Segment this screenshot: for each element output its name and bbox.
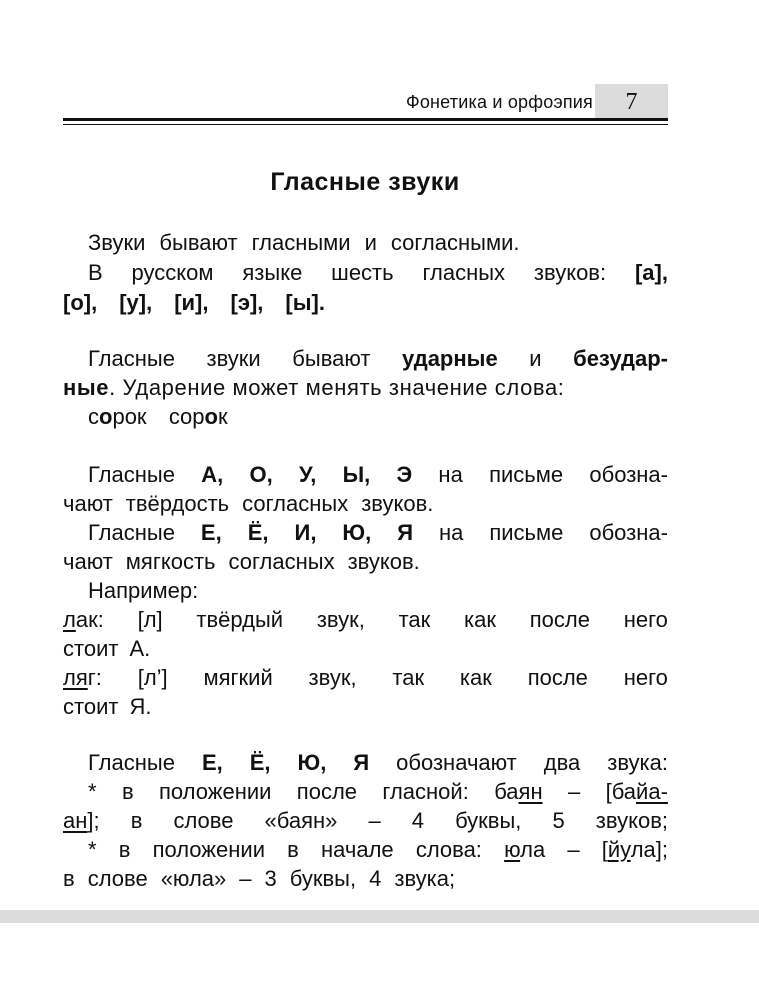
p1-line-2: [63, 258, 668, 287]
p3-line-1: [63, 460, 668, 489]
word: твёрдый: [196, 607, 284, 632]
word: буквы,: [455, 808, 522, 833]
example-bayan: [494, 777, 542, 806]
dash: –: [567, 837, 580, 862]
example-lyag: [63, 663, 668, 692]
bullet-star: *: [88, 779, 97, 804]
word: Звуки: [88, 230, 146, 255]
word: в: [287, 837, 299, 862]
letters: с: [88, 404, 99, 429]
letter: Е,: [200, 520, 222, 545]
word: звуков;: [595, 808, 668, 833]
transcription-bayan: [606, 777, 668, 806]
word: Гласные: [88, 750, 175, 775]
word: звука:: [607, 750, 668, 775]
word: на: [438, 462, 463, 487]
word: в: [121, 779, 134, 804]
word: после: [527, 665, 588, 690]
word: Гласные: [88, 462, 175, 487]
letters: ла];: [630, 837, 668, 862]
word: после: [296, 779, 358, 804]
underlined-letters: ан: [63, 808, 88, 833]
header-rule-thin: [63, 124, 668, 125]
word: звуков:: [533, 260, 607, 285]
underlined-letters: ля: [63, 665, 88, 690]
stressed-vowel: о: [204, 404, 218, 429]
sound-u: [у],: [119, 290, 153, 315]
word: стоит: [63, 636, 119, 661]
letters: ла: [520, 837, 546, 862]
letters: г:: [87, 665, 102, 690]
word: обозначают: [396, 750, 517, 775]
letters: [ба: [605, 779, 637, 804]
sound-y: [ы].: [285, 290, 325, 315]
letter: Э: [396, 462, 413, 487]
word: мягкость: [125, 549, 216, 574]
letters: ак:: [75, 607, 104, 632]
underlined-letters: йу: [607, 837, 631, 862]
transcription: [л’]: [137, 665, 168, 690]
word: начале: [320, 837, 394, 862]
letter: Ё,: [247, 520, 269, 545]
word: звуков.: [347, 549, 420, 574]
word: бывают: [292, 346, 371, 371]
stress-examples: [63, 402, 668, 431]
word: языке: [242, 260, 303, 285]
word: русском: [131, 260, 214, 285]
page-bottom-bar: [0, 910, 759, 923]
word: звуков.: [361, 491, 434, 516]
p3-line-9: [63, 692, 668, 721]
word: него: [623, 607, 668, 632]
word: буквы,: [289, 866, 357, 891]
letter: И,: [294, 520, 317, 545]
header-rule-thick: [63, 118, 668, 121]
word: звуки: [206, 346, 261, 371]
word: шесть: [331, 260, 394, 285]
underlined-letters: йа-: [636, 779, 668, 804]
word: гласных: [422, 260, 506, 285]
word: слове: [87, 866, 148, 891]
word: обозна-: [589, 520, 668, 545]
word: как: [459, 665, 492, 690]
page-number: 7: [595, 84, 668, 120]
underlined-letter: л: [63, 607, 76, 632]
sound-o: [о],: [63, 290, 98, 315]
word: согласными.: [390, 230, 520, 255]
letter: О,: [249, 462, 273, 487]
sound-i: [и],: [174, 290, 209, 315]
letters: [: [601, 837, 608, 862]
word-lyag: [63, 663, 102, 692]
term-unstressed-end: ные: [63, 375, 110, 400]
transcription-bayan-end: [63, 806, 100, 835]
p4-line-2: [63, 777, 668, 806]
bullet-star: *: [88, 837, 97, 862]
p4-line-4: [63, 835, 668, 864]
word: на: [438, 520, 464, 545]
word: звук,: [308, 665, 357, 690]
word: чают: [63, 491, 113, 516]
stressed-vowel: о: [99, 404, 113, 429]
word: «юла»: [160, 866, 227, 891]
section-title: Фонетика и орфоэпия: [405, 92, 593, 112]
word: письме: [489, 462, 564, 487]
dash: –: [368, 808, 381, 833]
p4-line-1: [63, 748, 668, 777]
letters: к: [217, 404, 228, 429]
dash: –: [239, 866, 252, 891]
punctuation: ];: [87, 808, 100, 833]
number: 4: [411, 808, 424, 833]
number: 5: [552, 808, 565, 833]
word: согласных: [228, 549, 335, 574]
word: твёрдость: [125, 491, 230, 516]
word: звук,: [316, 607, 365, 632]
word: «баян»: [264, 808, 338, 833]
word: положении: [159, 779, 272, 804]
number: 4: [369, 866, 382, 891]
p3-line-7: [63, 634, 668, 663]
word: в: [130, 808, 143, 833]
p2-line-2: [63, 373, 668, 402]
word: два: [543, 750, 581, 775]
word: слова:: [415, 837, 482, 862]
running-header: [63, 84, 668, 124]
word: так: [392, 665, 425, 690]
word: Я.: [129, 694, 152, 719]
sentence: . Ударение может менять значение слова:: [109, 375, 565, 400]
word-lak: [63, 605, 104, 634]
letter: Ё,: [249, 750, 271, 775]
letters: ба: [494, 779, 519, 804]
sound-a: [а],: [634, 260, 668, 285]
word: В: [88, 260, 103, 285]
word: Гласные: [88, 346, 175, 371]
letter: Е,: [201, 750, 223, 775]
word: положении: [152, 837, 265, 862]
word: обозна-: [589, 462, 668, 487]
word: Гласные: [88, 520, 175, 545]
example-sorok-1: [88, 404, 147, 429]
word: и: [364, 230, 377, 255]
transcription: [л]: [137, 607, 163, 632]
word: после: [529, 607, 590, 632]
letter: У,: [298, 462, 317, 487]
word: стоит: [63, 694, 119, 719]
p3-line-4: [63, 547, 668, 576]
word: согласных: [242, 491, 349, 516]
word: в: [63, 866, 75, 891]
letter: А,: [201, 462, 224, 487]
word: чают: [63, 549, 113, 574]
example-sorok-2: [169, 404, 228, 429]
dash: –: [567, 779, 581, 804]
word: гласными: [251, 230, 351, 255]
word: так: [398, 607, 431, 632]
p3-line-3: [63, 518, 668, 547]
word: А.: [129, 636, 151, 661]
term-unstressed: безудар-: [573, 346, 668, 371]
example-intro: Например:: [88, 578, 199, 603]
word: гласной:: [382, 779, 469, 804]
word: звука;: [394, 866, 456, 891]
term-stressed: ударные: [402, 346, 498, 371]
letter: Я: [353, 750, 370, 775]
word: него: [623, 665, 668, 690]
p4-line-5: [63, 864, 668, 893]
word: мягкий: [203, 665, 273, 690]
p2-line-1: [63, 344, 668, 373]
word: бывают: [159, 230, 238, 255]
word: и: [529, 346, 542, 371]
underlined-letters: ян: [518, 779, 543, 804]
letter: Ы,: [342, 462, 371, 487]
word: как: [464, 607, 497, 632]
word: слове: [173, 808, 234, 833]
underlined-letter: ю: [504, 837, 521, 862]
example-lak: [63, 605, 668, 634]
p1-line-1: [63, 228, 668, 257]
p4-line-3: [63, 806, 668, 835]
number: 3: [264, 866, 277, 891]
word: письме: [489, 520, 564, 545]
letters: рок: [112, 404, 147, 429]
letter: Я: [397, 520, 413, 545]
letter: Ю,: [342, 520, 372, 545]
page-title: Гласные звуки: [270, 168, 460, 196]
sound-e: [э],: [230, 290, 264, 315]
p1-line-3: [63, 288, 668, 317]
example-yula: [504, 835, 545, 864]
p3-line-2: [63, 489, 668, 518]
transcription-yula: [602, 835, 668, 864]
word: в: [118, 837, 131, 862]
letter: Ю,: [297, 750, 327, 775]
letters: сор: [168, 404, 205, 429]
